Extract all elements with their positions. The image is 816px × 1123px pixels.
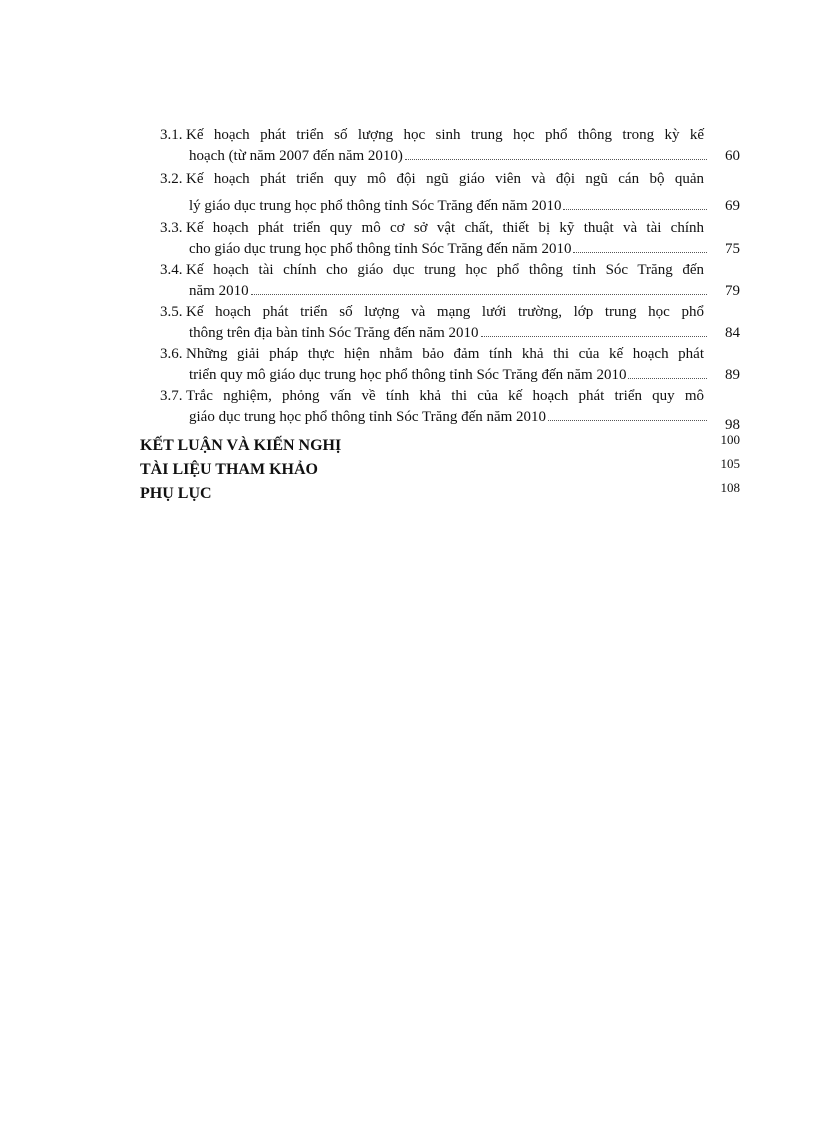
toc-entry-title-line2: giáo dục trung học phổ thông tỉnh Sóc Trăng đến năm 2010 — [189, 409, 547, 425]
toc-entry-3-4 — [160, 260, 740, 302]
toc-entry-number: 3.1. — [160, 127, 183, 143]
toc-entry-3-7 — [160, 386, 740, 433]
toc-heading-title: TÀI LIỆU THAM KHẢO — [140, 461, 318, 478]
toc-entry-page: 75 — [725, 241, 740, 257]
toc-heading-page: 108 — [720, 480, 740, 495]
toc-entry-page: 98 — [725, 417, 740, 433]
toc-entry-title-line2: triển quy mô giáo dục trung học phổ thông tỉnh Sóc Trăng đến năm 2010 — [189, 367, 627, 383]
dot-leader — [563, 208, 707, 210]
toc-entry-title-line2: cho giáo dục trung học phổ thông tỉnh Sóc Trăng đến năm 2010 — [189, 241, 572, 257]
toc-entry-title-line1: Kế hoạch phát triển quy mô đội ngũ giáo viên và đội ngũ cán bộ quản — [186, 171, 704, 187]
toc-entry-3-3 — [160, 218, 740, 260]
toc-heading-page: 100 — [720, 432, 740, 447]
toc-entry-title-line2: lý giáo dục trung học phổ thông tỉnh Sóc Trăng đến năm 2010 — [189, 198, 562, 214]
toc-entry-number: 3.6. — [160, 346, 183, 362]
toc-entry-number: 3.4. — [160, 262, 183, 278]
toc-heading-page: 105 — [720, 456, 740, 471]
toc-entry-3-2 — [160, 169, 740, 217]
dot-leader — [628, 377, 707, 379]
toc-entry-title-line1: Kế hoạch phát triển quy mô cơ sở vật chất, thiết bị kỹ thuật và tài chính — [186, 220, 704, 236]
dot-leader — [573, 251, 707, 253]
toc-heading-conclusion — [140, 432, 740, 456]
toc-entry-number: 3.3. — [160, 220, 183, 236]
toc-entry-title-line2: năm 2010 — [189, 283, 249, 299]
toc-entry-title-line1: Kế hoạch phát triển số lượng học sinh trung học phổ thông trong kỳ kế — [186, 127, 704, 143]
toc-entry-page: 60 — [725, 148, 740, 164]
toc-heading-title: KẾT LUẬN VÀ KIẾN NGHỊ — [140, 437, 342, 454]
dot-leader — [251, 293, 707, 295]
toc-entry-title-line1: Những giải pháp thực hiện nhằm bảo đảm tính khả thi của kế hoạch phát — [186, 346, 704, 362]
toc-entry-3-1 — [160, 125, 740, 167]
toc-entry-title-line2: thông trên địa bàn tỉnh Sóc Trăng đến năm 2010 — [189, 325, 479, 341]
toc-heading-references — [140, 456, 740, 480]
toc-entry-3-6 — [160, 344, 740, 386]
toc-entry-title-line1: Trắc nghiệm, phỏng vấn về tính khả thi của kế hoạch phát triển quy mô — [186, 388, 704, 404]
toc-heading-appendix — [140, 480, 740, 504]
toc-entry-number: 3.2. — [160, 171, 183, 187]
toc-entry-page: 84 — [725, 325, 740, 341]
toc-heading-title: PHỤ LỤC — [140, 485, 212, 502]
dot-leader — [405, 158, 707, 160]
dot-leader — [548, 419, 707, 421]
toc-entry-title-line1: Kế hoạch tài chính cho giáo dục trung học phổ thông tỉnh Sóc Trăng đến — [186, 262, 704, 278]
toc-entry-title-line1: Kế hoạch phát triển số lượng và mạng lưới trường, lớp trung học phổ — [186, 304, 704, 320]
toc-entry-number: 3.7. — [160, 388, 183, 404]
toc-entry-page: 69 — [725, 198, 740, 214]
toc-entry-page: 89 — [725, 367, 740, 383]
toc-entry-number: 3.5. — [160, 304, 183, 320]
dot-leader — [481, 335, 707, 337]
toc-entry-page: 79 — [725, 283, 740, 299]
toc-entry-title-line2: hoạch (từ năm 2007 đến năm 2010) — [189, 148, 403, 164]
toc-entry-3-5 — [160, 302, 740, 344]
